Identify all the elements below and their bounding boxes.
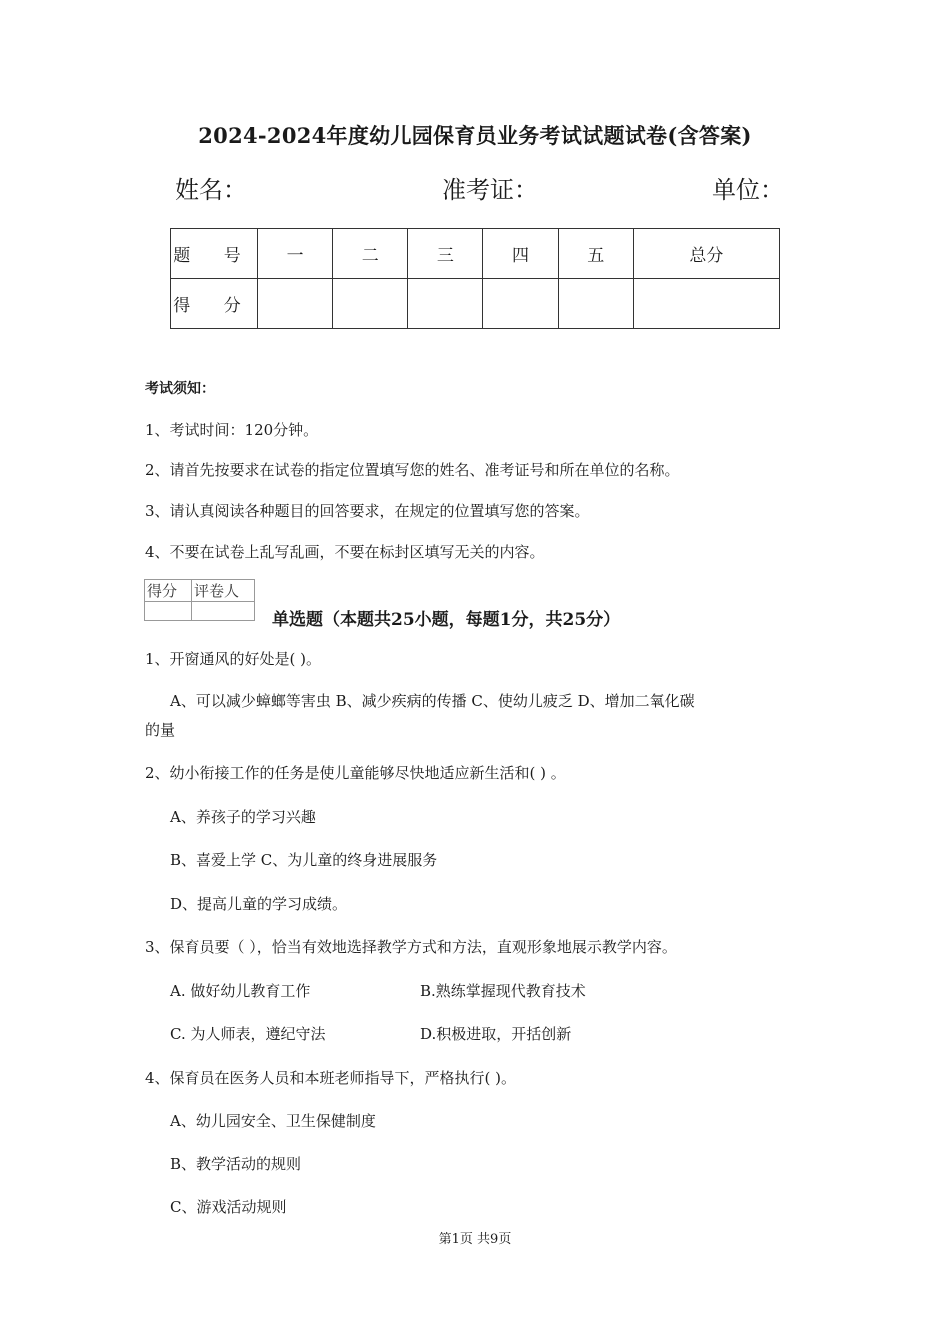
question-stem: 1、开窗通风的好处是( )。 <box>145 650 322 668</box>
question-option: B.熟练掌握现代教育技术 <box>420 982 586 1000</box>
exam-id-label: 准考证： <box>442 176 538 204</box>
question-option: A、幼儿园安全、卫生保健制度 <box>170 1112 376 1130</box>
score-cell-5[interactable] <box>558 279 633 329</box>
page-title: 2024-2024年度幼儿园保育员业务考试试题试卷(含答案) <box>198 123 752 148</box>
score-row-label: 得 分 <box>171 279 258 329</box>
score-cell-total[interactable] <box>633 279 779 329</box>
question-option: D.积极进取，开括创新 <box>420 1025 572 1043</box>
notice-item: 1、考试时间：120分钟。 <box>145 421 319 439</box>
grader-table <box>144 579 255 621</box>
notice-title: 考试须知： <box>145 381 215 397</box>
name-label: 姓名： <box>175 176 247 204</box>
score-header-4: 四 <box>483 229 558 279</box>
page-footer: 第1页 共9页 <box>438 1232 512 1247</box>
score-table <box>170 228 780 329</box>
question-option: A. 做好幼儿教育工作 <box>170 982 311 1000</box>
question-option: A、养孩子的学习兴趣 <box>170 808 316 826</box>
question-option: D、提高儿童的学习成绩。 <box>170 895 348 913</box>
score-table-header-row <box>171 229 780 279</box>
question-stem: 3、保育员要（ ），恰当有效地选择教学方式和方法，直观形象地展示教学内容。 <box>145 938 677 956</box>
score-header-3: 三 <box>408 229 483 279</box>
unit-label: 单位： <box>712 176 784 204</box>
question-option: C. 为人师表，遵纪守法 <box>170 1025 326 1043</box>
score-table-score-row <box>171 279 780 329</box>
question-options: 的量 <box>145 721 176 739</box>
question-option: B、喜爱上学 C、为儿童的终身进展服务 <box>170 851 438 869</box>
score-cell-1[interactable] <box>258 279 333 329</box>
question-options: A、可以减少蟑螂等害虫 B、减少疾病的传播 C、使幼儿疲乏 D、增加二氧化碳 <box>170 692 695 710</box>
score-header-label: 题 号 <box>171 229 258 279</box>
section-title: 单选题（本题共25小题，每题1分，共25分） <box>272 610 621 630</box>
grader-score-label: 得分 <box>145 580 192 602</box>
question-stem: 4、保育员在医务人员和本班老师指导下，严格执行( )。 <box>145 1069 517 1087</box>
notice-item: 2、请首先按要求在试卷的指定位置填写您的姓名、准考证号和所在单位的名称。 <box>145 461 680 479</box>
score-header-5: 五 <box>558 229 633 279</box>
score-header-2: 二 <box>333 229 408 279</box>
question-option: B、教学活动的规则 <box>170 1155 302 1173</box>
score-cell-2[interactable] <box>333 279 408 329</box>
score-header-total: 总分 <box>633 229 779 279</box>
grader-reviewer-cell[interactable] <box>192 602 255 621</box>
notice-item: 4、不要在试卷上乱写乱画，不要在标封区填写无关的内容。 <box>145 543 545 561</box>
grader-reviewer-label: 评卷人 <box>192 580 255 602</box>
question-stem: 2、幼小衔接工作的任务是使儿童能够尽快地适应新生活和( ) 。 <box>145 764 566 782</box>
notice-item: 3、请认真阅读各种题目的回答要求，在规定的位置填写您的答案。 <box>145 502 590 520</box>
score-cell-3[interactable] <box>408 279 483 329</box>
score-header-1: 一 <box>258 229 333 279</box>
question-option: C、游戏活动规则 <box>170 1198 287 1216</box>
grader-score-cell[interactable] <box>145 602 192 621</box>
score-cell-4[interactable] <box>483 279 558 329</box>
